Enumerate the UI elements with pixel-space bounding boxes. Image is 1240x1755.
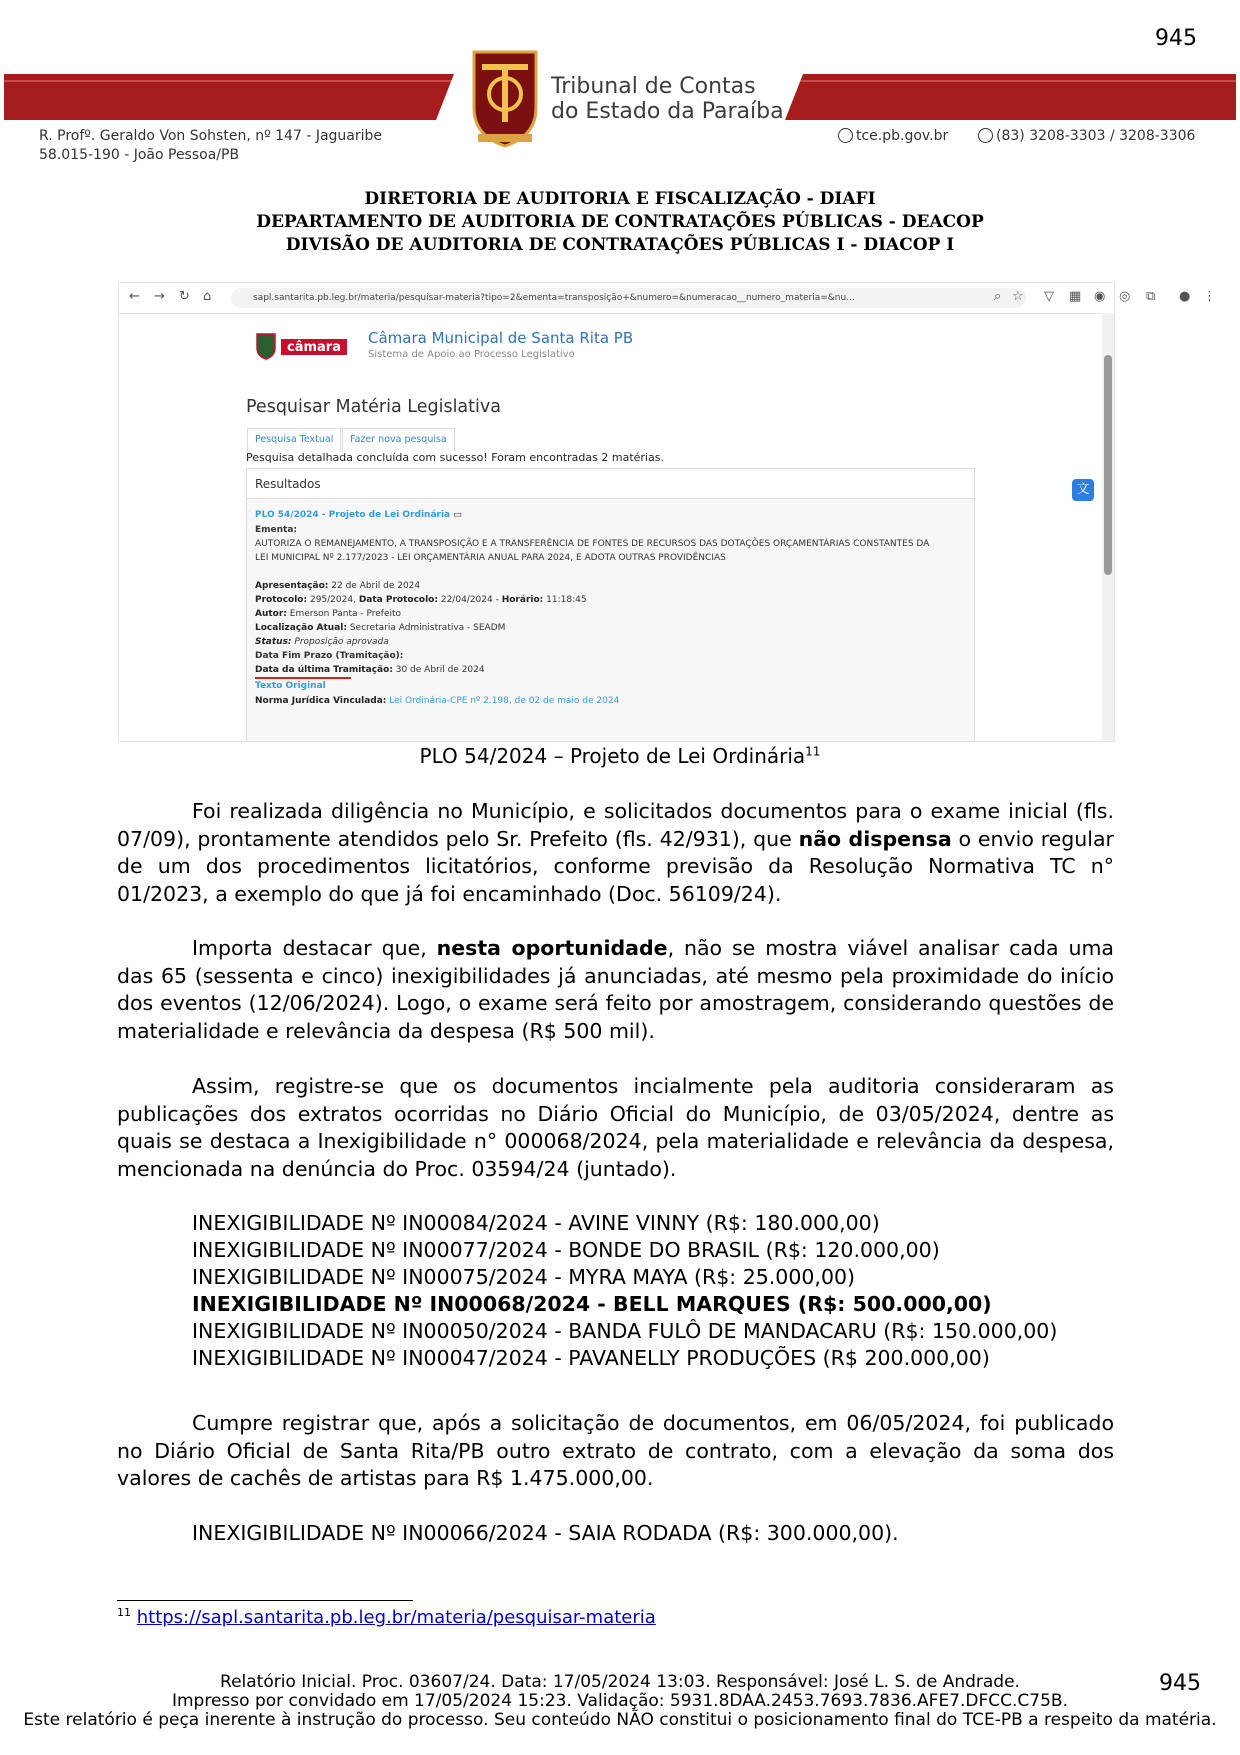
grid-icon[interactable]: ▦ bbox=[1069, 289, 1082, 304]
result-item-title[interactable] bbox=[255, 510, 462, 520]
page-scrollbar[interactable] bbox=[1102, 313, 1114, 741]
ultima-tramitacao-row bbox=[255, 665, 485, 675]
footer-line-1: Relatório Inicial. Proc. 03607/24. Data: 17/05/2024 13:03. Responsável: José L. S. de Andrade. bbox=[220, 1672, 1020, 1692]
tce-pb-logo bbox=[470, 48, 540, 148]
header-band-left bbox=[4, 74, 454, 120]
data-protocolo-label: Data Protocolo: bbox=[358, 595, 438, 605]
inexigibilidade-item: INEXIGIBILIDADE Nº IN00075/2024 - MYRA MAYA (R$: 25.000,00) bbox=[192, 1265, 856, 1289]
camara-logo-text: câmara bbox=[287, 340, 341, 355]
apresentacao-value: 22 de Abril de 2024 bbox=[331, 581, 421, 591]
translate-extension-icon[interactable]: 文 bbox=[1072, 479, 1094, 501]
embedded-screenshot bbox=[118, 282, 1216, 742]
ementa-label: Ementa: bbox=[255, 525, 298, 535]
profile-avatar-icon[interactable]: ● bbox=[1179, 289, 1191, 304]
site-title[interactable]: Câmara Municipal de Santa Rita PB bbox=[368, 329, 634, 347]
extension-icon[interactable]: ◎ bbox=[1119, 289, 1131, 304]
ementa-line-1: AUTORIZA O REMANEJAMENTO, A TRANSPOSIÇÃO E A TRANSFERÊNCIA DE FONTES DE RECURSOS DAS DOTAÇÕES ORÇAMENTÁRIAS CONSTANTES DA bbox=[255, 539, 930, 549]
phone-contact bbox=[978, 128, 1195, 144]
address-bar[interactable]: sapl.santarita.pb.leg.br/materia/pesquisar-materia?tipo=2&ementa=transposição+&numero=&numeracao__numero_materia=&nu... bbox=[231, 288, 1026, 308]
document-icon: ▭ bbox=[453, 510, 462, 520]
p3-text: Assim, registre-se que os documentos incialmente pela auditoria consideraram as publicações dos extratos ocorridas no Diário Oficial do Município, de 03/05/2024, dentre as quais se destaca a Inexigibilidade n° 000068/2024, pela materialidade e relevância da despesa, mencionada na denúncia do Proc. 03594/24 (juntado). bbox=[117, 1074, 1114, 1181]
p2-text-a: Importa destacar que, bbox=[192, 936, 427, 960]
menu-dots-icon[interactable]: ⋮ bbox=[1203, 289, 1216, 304]
apresentacao-row bbox=[255, 581, 420, 591]
footer-line-2: Impresso por convidado em 17/05/2024 15:23. Validação: 5931.8DAA.2453.7693.7836.AFE7.DFCC.C75B. bbox=[171, 1691, 1068, 1711]
home-icon[interactable]: ⌂ bbox=[203, 289, 212, 304]
tab-nova-pesquisa[interactable]: Fazer nova pesquisa bbox=[342, 428, 455, 451]
footer-line-3: Este relatório é peça inerente à instrução do processo. Seu conteúdo NÃO constitui o posicionamento final do TCE-PB a respeito da matéria. bbox=[23, 1710, 1217, 1730]
results-header: Resultados bbox=[247, 469, 974, 499]
address-line1: R. Profº. Geraldo Von Sohsten, nº 147 - Jaguaribe bbox=[39, 128, 383, 144]
website-contact bbox=[838, 128, 948, 144]
department-line-3: DIVISÃO DE AUDITORIA DE CONTRATAÇÕES PÚBLICAS I - DIACOP I bbox=[285, 235, 955, 255]
p4-text: Cumpre registrar que, após a solicitação de documentos, em 06/05/2024, foi publicado no Diário Oficial de Santa Rita/PB outro extrato de contrato, com a elevação da soma dos valores de cachês de artistas para R$ 1.475.000,00. bbox=[117, 1411, 1114, 1490]
norma-label: Norma Jurídica Vinculada: bbox=[255, 696, 387, 706]
p1-text-a: Foi realizada diligência no Município, e solicitados documentos para o exame inicial (fls. 07/09), prontamente atendidos pelo Sr. Prefeito (fls. 42/931), que bbox=[117, 799, 1114, 851]
paragraph-diligencia bbox=[117, 798, 1114, 908]
back-icon[interactable]: ← bbox=[129, 289, 140, 304]
camara-logo bbox=[255, 330, 349, 360]
data-protocolo-value: 22/04/2024 - bbox=[440, 595, 499, 605]
search-page-heading: Pesquisar Matéria Legislativa bbox=[246, 397, 501, 417]
p1-text-b: o envio regular de um dos procedimentos licitatórios, conforme previsão da Resolução Normativa TC n° 01/2023, a exemplo do que já foi encaminhado (Doc. 56109/24). bbox=[117, 826, 1114, 906]
inexigibilidade-item-highlight: INEXIGIBILIDADE Nº IN00068/2024 - BELL MARQUES (R$: 500.000,00) bbox=[192, 1292, 992, 1316]
localizacao-row bbox=[255, 623, 505, 633]
website-text: tce.pb.gov.br bbox=[856, 128, 949, 144]
org-name-line1: Tribunal de Contas bbox=[551, 74, 756, 99]
department-line-1: DIRETORIA DE AUDITORIA E FISCALIZAÇÃO - DIAFI bbox=[364, 189, 876, 209]
globe-icon bbox=[838, 128, 853, 143]
prazo-label: Data Fim Prazo (Tramitação): bbox=[255, 651, 404, 661]
org-name-line2: do Estado da Paraíba bbox=[551, 99, 784, 124]
horario-label: Horário: bbox=[501, 595, 544, 605]
status-value: Proposição aprovada bbox=[294, 637, 389, 647]
autor-value: Emerson Panta - Prefeito bbox=[289, 609, 402, 619]
status-row bbox=[255, 637, 389, 647]
autor-row bbox=[255, 609, 401, 619]
inexigibilidade-item: INEXIGIBILIDADE Nº IN00077/2024 - BONDE DO BRASIL (R$: 120.000,00) bbox=[192, 1238, 940, 1262]
inexigibilidade-item: INEXIGIBILIDADE Nº IN00084/2024 - AVINE VINNY (R$: 180.000,00) bbox=[192, 1211, 880, 1235]
scrollbar-thumb[interactable] bbox=[1104, 355, 1112, 575]
paragraph-importa bbox=[117, 935, 1114, 1045]
search-result-message: Pesquisa detalhada concluída com sucesso! Foram encontradas 2 matérias. bbox=[246, 451, 664, 464]
phone-icon bbox=[978, 128, 993, 143]
paragraph-cumpre bbox=[117, 1410, 1114, 1493]
status-underline bbox=[255, 677, 351, 679]
horario-value: 11:18:45 bbox=[546, 595, 587, 605]
p2-bold: nesta oportunidade bbox=[436, 936, 668, 960]
figure-caption bbox=[0, 744, 1240, 768]
bookmark-star-icon[interactable]: ☆ bbox=[1012, 289, 1024, 304]
address-line2: 58.015-190 - João Pessoa/PB bbox=[39, 147, 240, 163]
caption-text: PLO 54/2024 – Projeto de Lei Ordinária bbox=[419, 744, 806, 768]
zoom-icon[interactable]: ⌕ bbox=[994, 289, 1002, 304]
p1-bold: não dispensa bbox=[798, 826, 952, 851]
apresentacao-label: Apresentação: bbox=[255, 581, 329, 591]
tab-pesquisa-textual[interactable]: Pesquisa Textual bbox=[247, 428, 341, 451]
site-subtitle: Sistema de Apoio ao Processo Legislativo bbox=[368, 349, 575, 360]
footnote-divider bbox=[117, 1600, 413, 1601]
results-panel bbox=[246, 468, 975, 742]
texto-original-link[interactable]: Texto Original bbox=[255, 681, 326, 691]
page-number-top: 945 bbox=[1155, 26, 1197, 51]
caption-footnote-ref: 11 bbox=[805, 744, 821, 759]
autor-label: Autor: bbox=[255, 609, 287, 619]
extension-icon[interactable]: ◉ bbox=[1094, 289, 1106, 304]
p2-text-b: , não se mostra viável analisar cada uma das 65 (sessenta e cinco) inexigibilidades já anunciadas, até mesmo pela proximidade do início dos eventos (12/06/2024). Logo, o exame será feito por amostragem, considerando questões de materialidade e relevância da despesa (R$ 500 mil). bbox=[117, 936, 1114, 1043]
footnote-number: 11 bbox=[117, 1606, 131, 1619]
department-line-2: DEPARTAMENTO DE AUDITORIA DE CONTRATAÇÕES PÚBLICAS - DEACOP bbox=[256, 212, 984, 232]
inexigibilidade-extra: INEXIGIBILIDADE Nº IN00066/2024 - SAIA RODADA (R$: 300.000,00). bbox=[192, 1521, 899, 1545]
norma-row bbox=[255, 696, 619, 706]
reload-icon[interactable]: ↻ bbox=[179, 289, 190, 304]
norma-link[interactable]: Lei Ordinária-CPE nº 2.198, de 02 de maio de 2024 bbox=[389, 696, 620, 706]
extensions-puzzle-icon[interactable]: ⧉ bbox=[1146, 289, 1156, 304]
inexigibilidade-item: INEXIGIBILIDADE Nº IN00050/2024 - BANDA FULÔ DE MANDACARU (R$: 150.000,00) bbox=[192, 1319, 1058, 1343]
footnote-link[interactable]: https://sapl.santarita.pb.leg.br/materia/pesquisar-materia bbox=[136, 1607, 656, 1628]
header-band-right bbox=[785, 74, 1236, 120]
protocolo-row bbox=[255, 595, 587, 605]
protocolo-label: Protocolo: bbox=[255, 595, 308, 605]
localizacao-label: Localização Atual: bbox=[255, 623, 347, 633]
protocolo-value: 295/2024, bbox=[309, 595, 356, 605]
inexigibilidade-item: INEXIGIBILIDADE Nº IN00047/2024 - PAVANELLY PRODUÇÕES (R$ 200.000,00) bbox=[192, 1346, 990, 1370]
localizacao-value: Secretaria Administrativa - SEADM bbox=[349, 623, 506, 633]
phone-text: (83) 3208-3303 / 3208-3306 bbox=[996, 128, 1196, 144]
ementa-line-2: LEI MUNICIPAL Nº 2.177/2023 - LEI ORÇAMENTÁRIA ANUAL PARA 2024, E ADOTA OUTRAS PROVIDÊNCIAS bbox=[255, 553, 726, 563]
forward-icon[interactable]: → bbox=[154, 289, 165, 304]
result-title-link[interactable]: PLO 54/2024 - Projeto de Lei Ordinária bbox=[255, 510, 451, 520]
footnote bbox=[117, 1606, 656, 1628]
ultima-label: Data da última Tramitação: bbox=[255, 665, 393, 675]
ultima-value: 30 de Abril de 2024 bbox=[395, 665, 485, 675]
browser-toolbar bbox=[119, 283, 1216, 314]
paragraph-assim bbox=[117, 1073, 1114, 1183]
extension-icon[interactable]: ▽ bbox=[1044, 289, 1054, 304]
status-label: Status: bbox=[255, 637, 292, 647]
page-number-bottom: 945 bbox=[1159, 1671, 1201, 1696]
